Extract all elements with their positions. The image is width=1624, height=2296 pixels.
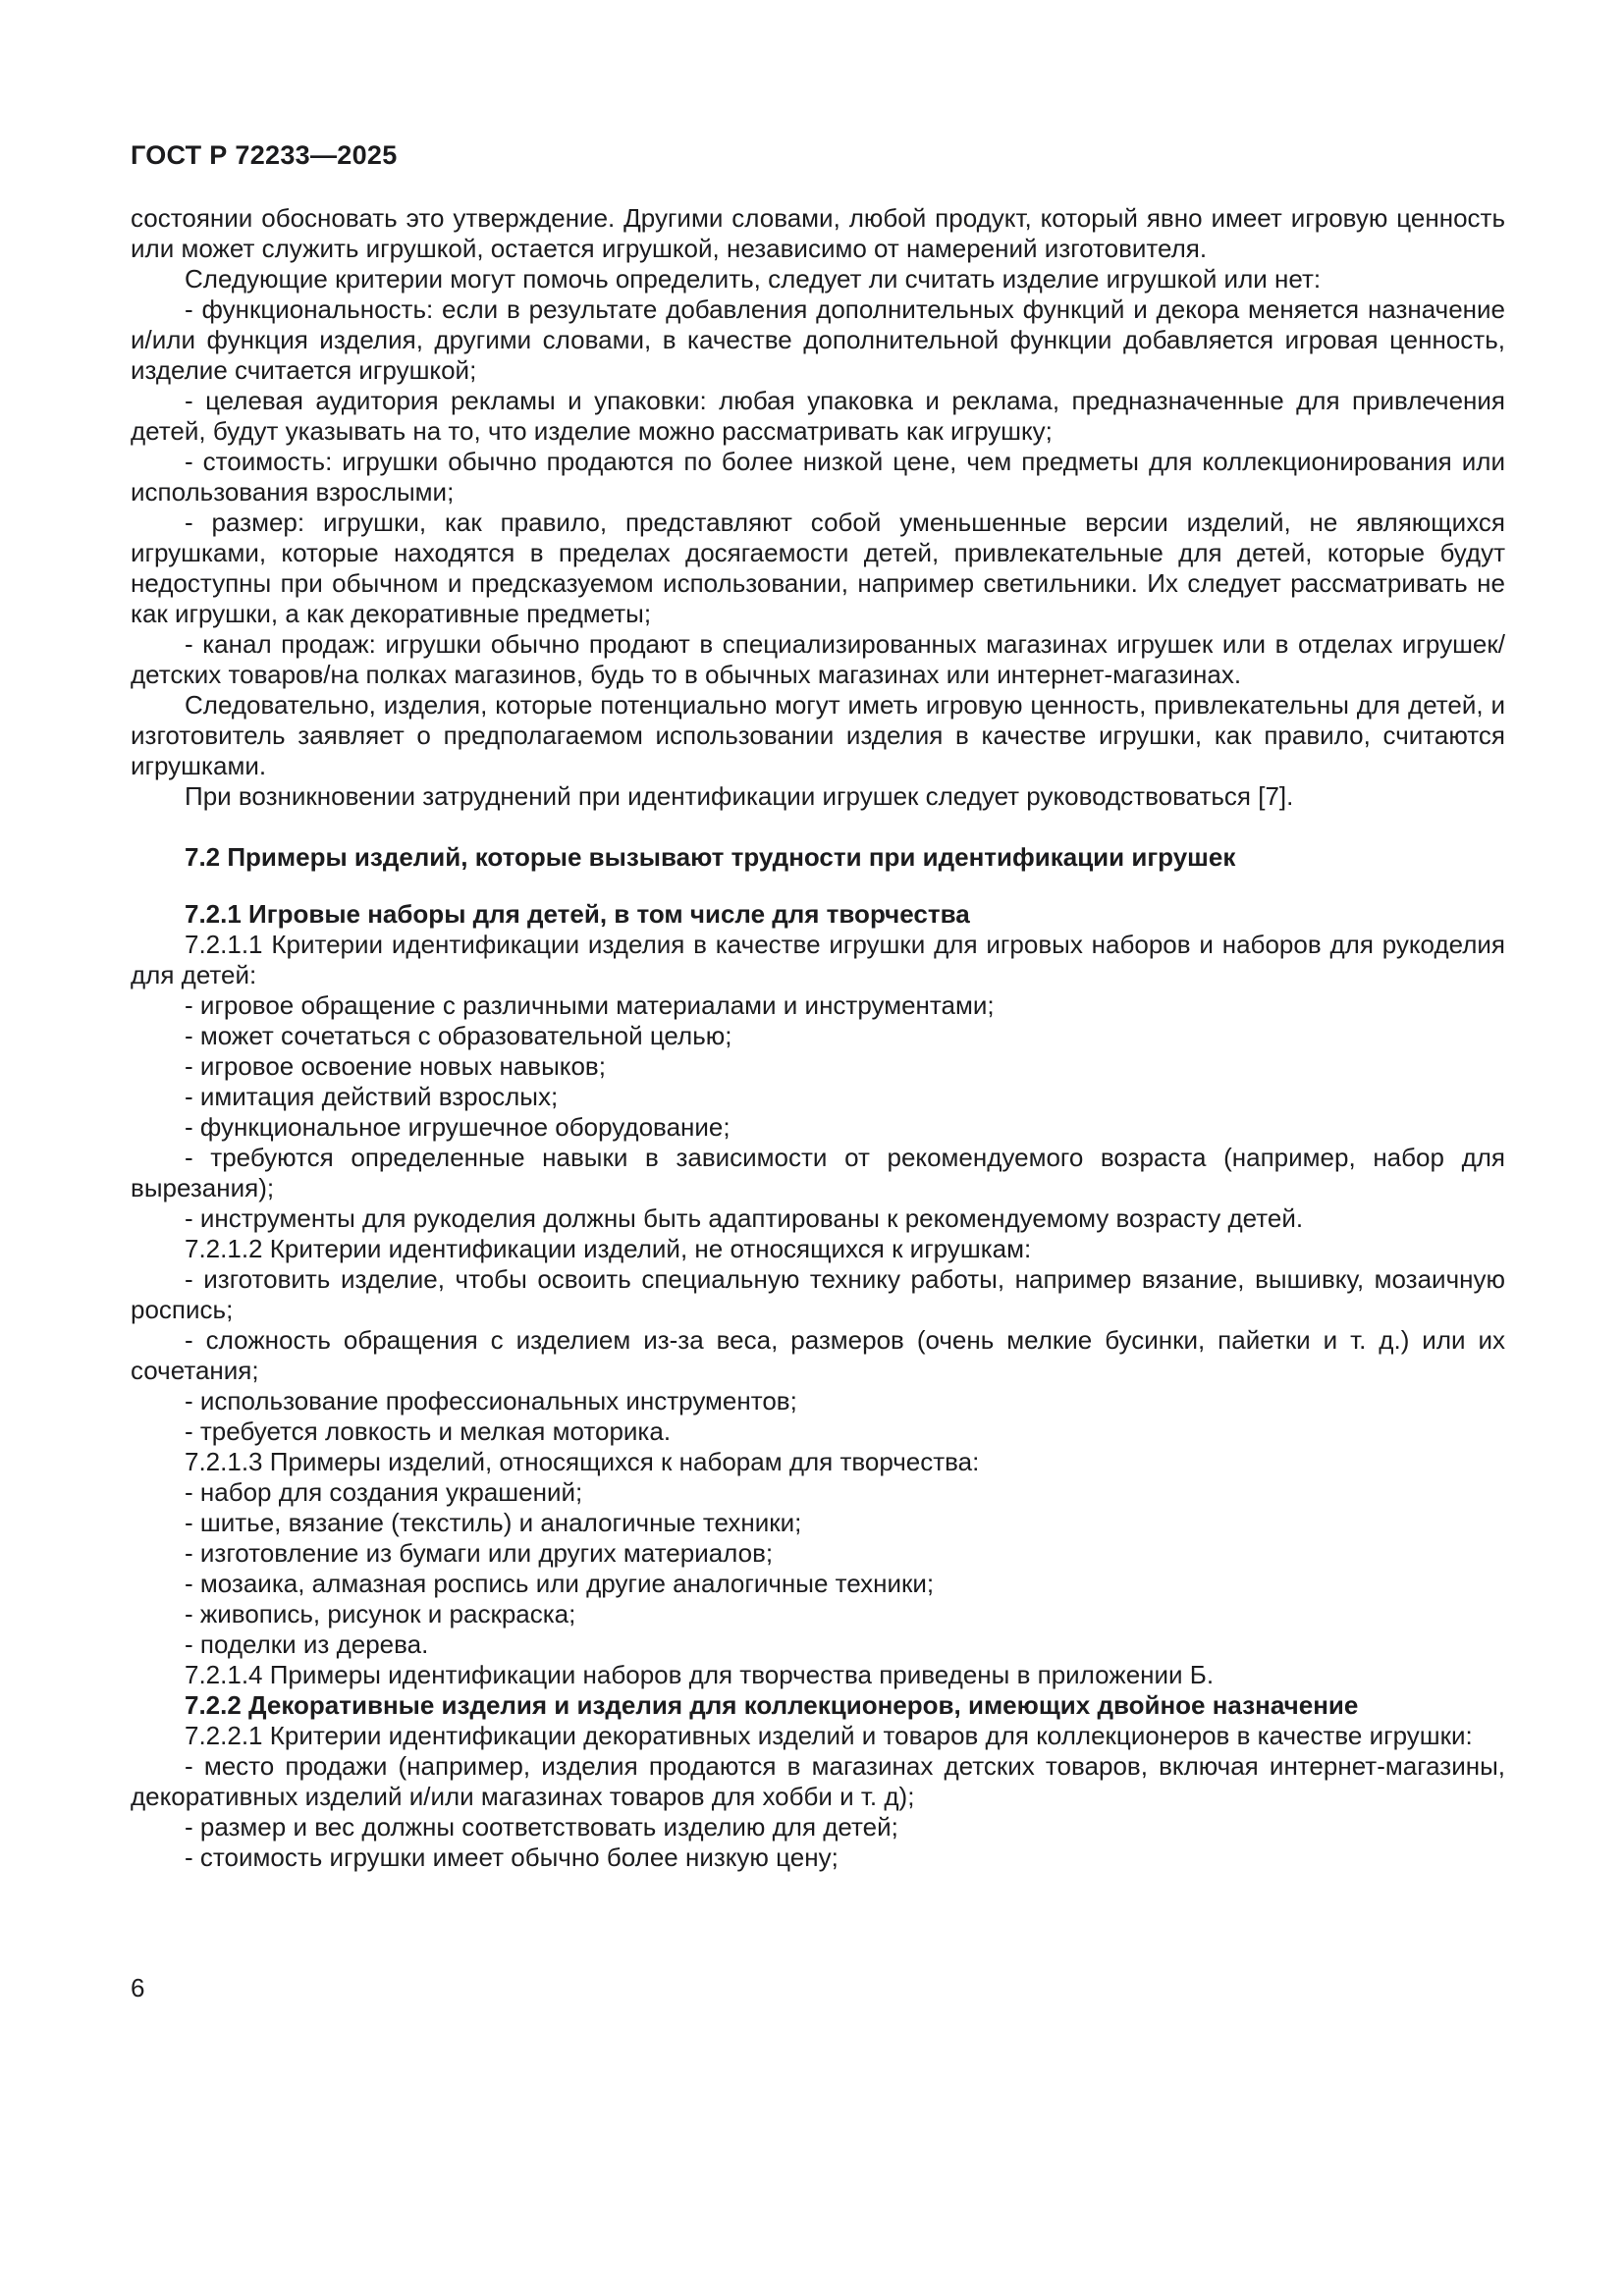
- paragraph: - требуются определенные навыки в зависимости от рекомендуемого возраста (например, набор для вырезания);: [131, 1143, 1505, 1202]
- paragraph: - целевая аудитория рекламы и упаковки: любая упаковка и реклама, предназначенные для привлечения детей, будут указывать на то, что изделие можно рассматривать как игрушку;: [131, 386, 1505, 446]
- paragraph: - размер: игрушки, как правило, представляют собой уменьшенные версии изделий, не являющихся игрушками, которые находятся в пределах досягаемости детей, привлекательные для детей, которые будут недоступны при обычном и предсказуемом использовании, например светильники. Их следует рассматривать не как игрушки, а как декоративные предметы;: [131, 507, 1505, 628]
- paragraph: - изготовление из бумаги или других материалов;: [185, 1538, 774, 1568]
- paragraph: - игровое обращение с различными материалами и инструментами;: [185, 990, 995, 1020]
- paragraph: - шитье, вязание (текстиль) и аналогичные техники;: [185, 1508, 802, 1537]
- paragraph: - набор для создания украшений;: [185, 1477, 583, 1507]
- paragraph: - размер и вес должны соответствовать изделию для детей;: [185, 1812, 898, 1842]
- section-heading: 7.2.1 Игровые наборы для детей, в том числе для творчества: [185, 899, 970, 929]
- paragraph: - стоимость игрушки имеет обычно более низкую цену;: [185, 1842, 839, 1872]
- paragraph: - может сочетаться с образовательной целью;: [185, 1021, 732, 1050]
- paragraph: - сложность обращения с изделием из-за веса, размеров (очень мелкие бусинки, пайетки и т. д.) или их сочетания;: [131, 1325, 1505, 1385]
- paragraph: Следовательно, изделия, которые потенциально могут иметь игровую ценность, привлекательны для детей, и изготовитель заявляет о предполагаемом использовании изделия в качестве игрушки, как правило, считаются игрушками.: [131, 690, 1505, 780]
- section-heading: 7.2.2 Декоративные изделия и изделия для коллекционеров, имеющих двойное назначение: [185, 1690, 1359, 1720]
- page-number: 6: [131, 1973, 145, 2002]
- paragraph: 7.2.1.2 Критерии идентификации изделий, не относящихся к игрушкам:: [185, 1234, 1032, 1263]
- paragraph: - инструменты для рукоделия должны быть адаптированы к рекомендуемому возрасту детей.: [185, 1203, 1304, 1233]
- paragraph: Следующие критерии могут помочь определить, следует ли считать изделие игрушкой или нет:: [185, 264, 1322, 294]
- paragraph: - мозаика, алмазная роспись или другие аналогичные техники;: [185, 1569, 935, 1598]
- paragraph: - поделки из дерева.: [185, 1629, 429, 1659]
- paragraph: 7.2.2.1 Критерии идентификации декоративных изделий и товаров для коллекционеров в качестве игрушки:: [185, 1721, 1473, 1750]
- section-heading: 7.2 Примеры изделий, которые вызывают трудности при идентификации игрушек: [185, 842, 1236, 872]
- document-header: ГОСТ Р 72233—2025: [131, 140, 398, 170]
- paragraph: - использование профессиональных инструментов;: [185, 1386, 797, 1415]
- paragraph: 7.2.1.4 Примеры идентификации наборов для творчества приведены в приложении Б.: [185, 1660, 1215, 1689]
- paragraph: - функциональность: если в результате добавления дополнительных функций и декора меняется назначение и/или функция изделия, другими словами, в качестве дополнительной функции добавляется игровая ценность, изделие считается игрушкой;: [131, 294, 1505, 385]
- paragraph: - стоимость: игрушки обычно продаются по более низкой цене, чем предметы для коллекционирования или использования взрослыми;: [131, 447, 1505, 507]
- document-content: [131, 203, 1505, 1873]
- paragraph: - живопись, рисунок и раскраска;: [185, 1599, 576, 1629]
- paragraph: - изготовить изделие, чтобы освоить специальную технику работы, например вязание, вышивку, мозаичную роспись;: [131, 1264, 1505, 1324]
- paragraph: - функциональное игрушечное оборудование;: [185, 1112, 731, 1142]
- paragraph: - имитация действий взрослых;: [185, 1082, 559, 1111]
- paragraph: 7.2.1.1 Критерии идентификации изделия в качестве игрушки для игровых наборов и наборов для рукоделия для детей:: [131, 930, 1505, 989]
- paragraph: - требуется ловкость и мелкая моторика.: [185, 1416, 672, 1446]
- paragraph: При возникновении затруднений при идентификации игрушек следует руководствоваться [7].: [185, 781, 1294, 811]
- paragraph: - место продажи (например, изделия продаются в магазинах детских товаров, включая интернет-магазины, декоративных изделий и/или магазинах товаров для хобби и т. д);: [131, 1751, 1505, 1811]
- paragraph: - канал продаж: игрушки обычно продают в специализированных магазинах игрушек или в отделах игрушек/детских товаров/на полках магазинов, будь то в обычных магазинах или интернет-магазинах.: [131, 629, 1505, 689]
- paragraph: 7.2.1.3 Примеры изделий, относящихся к наборам для творчества:: [185, 1447, 980, 1476]
- paragraph: состоянии обосновать это утверждение. Другими словами, любой продукт, который явно имеет игровую ценность или может служить игрушкой, остается игрушкой, независимо от намерений изготовителя.: [131, 203, 1505, 263]
- paragraph: - игровое освоение новых навыков;: [185, 1051, 606, 1081]
